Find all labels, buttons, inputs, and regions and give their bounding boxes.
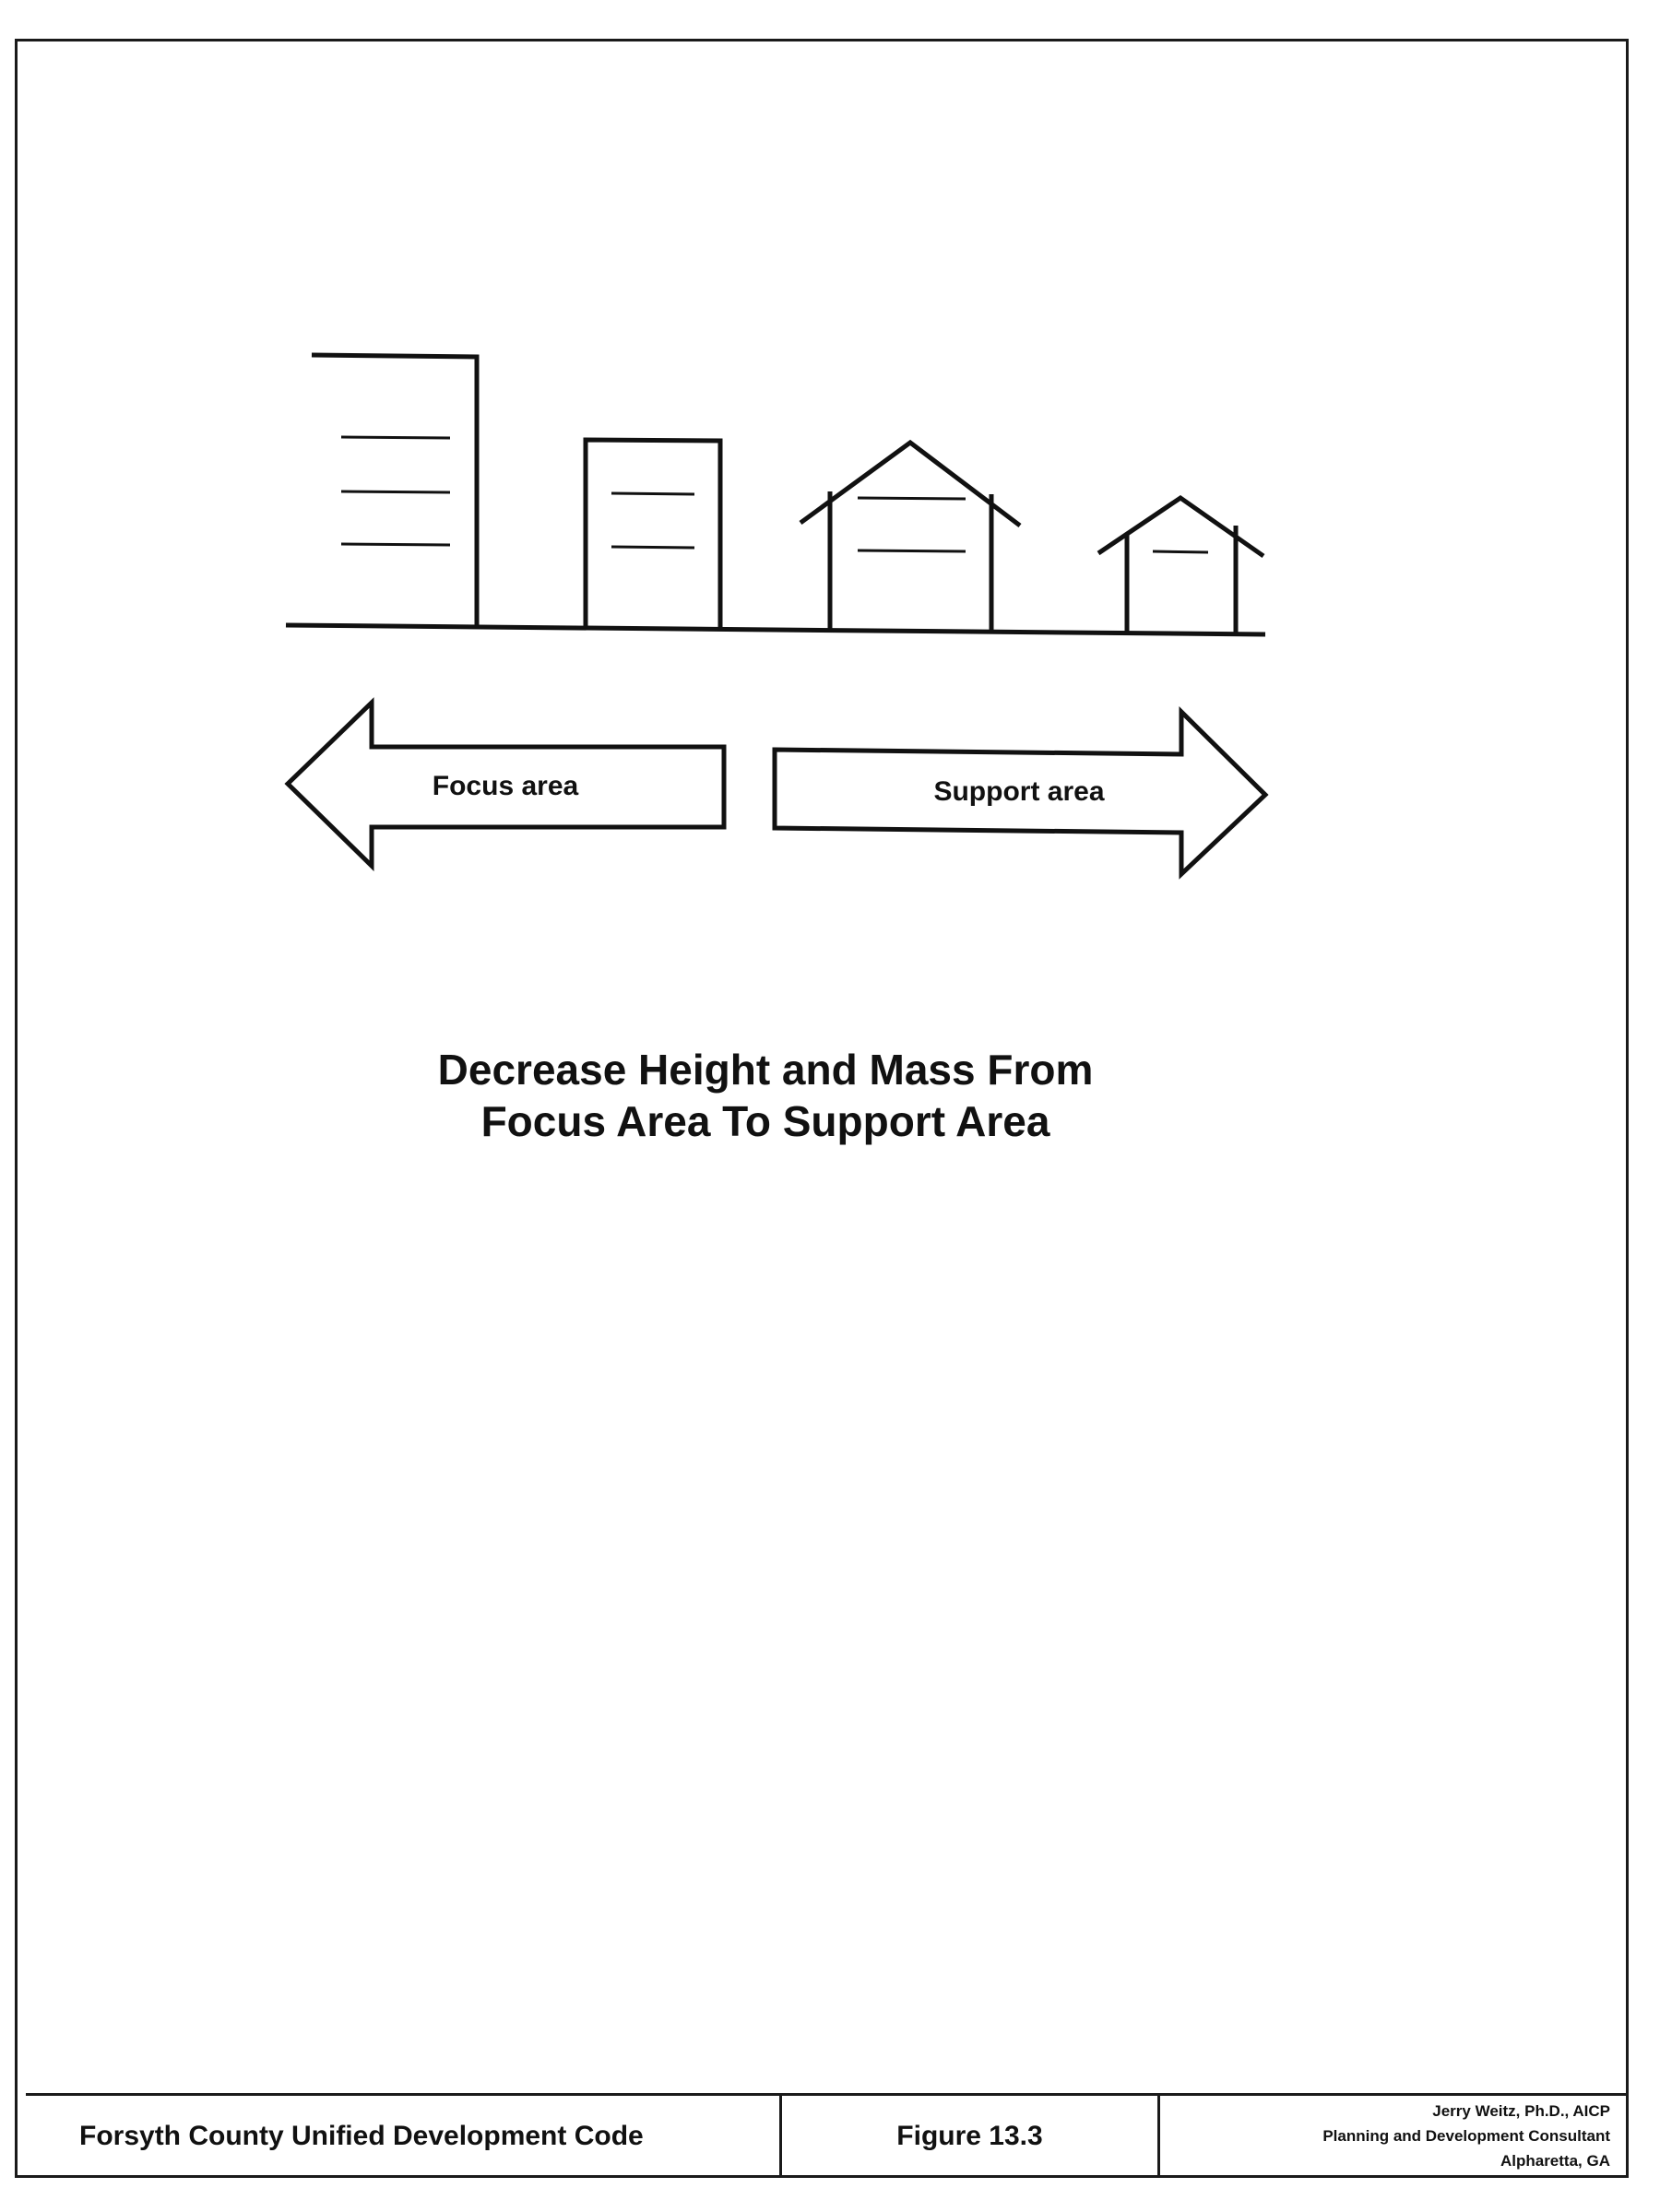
focus-area-arrow — [288, 703, 724, 866]
author-location: Alpharetta, GA — [1500, 2152, 1610, 2170]
figure-caption — [304, 1044, 1227, 1147]
caption-line-2: Focus Area To Support Area — [480, 1097, 1050, 1145]
document-title: Forsyth County Unified Development Code — [26, 2096, 782, 2176]
footer — [26, 2093, 1629, 2176]
caption-line-1: Decrease Height and Mass From — [437, 1046, 1094, 1094]
support-area-label: Support area — [933, 776, 1105, 807]
tall-building — [312, 355, 477, 627]
small-house — [1098, 498, 1263, 634]
author-block — [1160, 2096, 1629, 2176]
author-role: Planning and Development Consultant — [1322, 2127, 1610, 2145]
author-name: Jerry Weitz, Ph.D., AICP — [1432, 2102, 1610, 2120]
ground-line — [286, 625, 1265, 634]
focus-area-label: Focus area — [432, 771, 579, 801]
figure-number: Figure 13.3 — [782, 2096, 1160, 2176]
building-diagram — [0, 0, 1660, 922]
support-area-arrow — [775, 712, 1265, 874]
large-house — [800, 443, 1020, 633]
midrise-building — [586, 440, 720, 630]
